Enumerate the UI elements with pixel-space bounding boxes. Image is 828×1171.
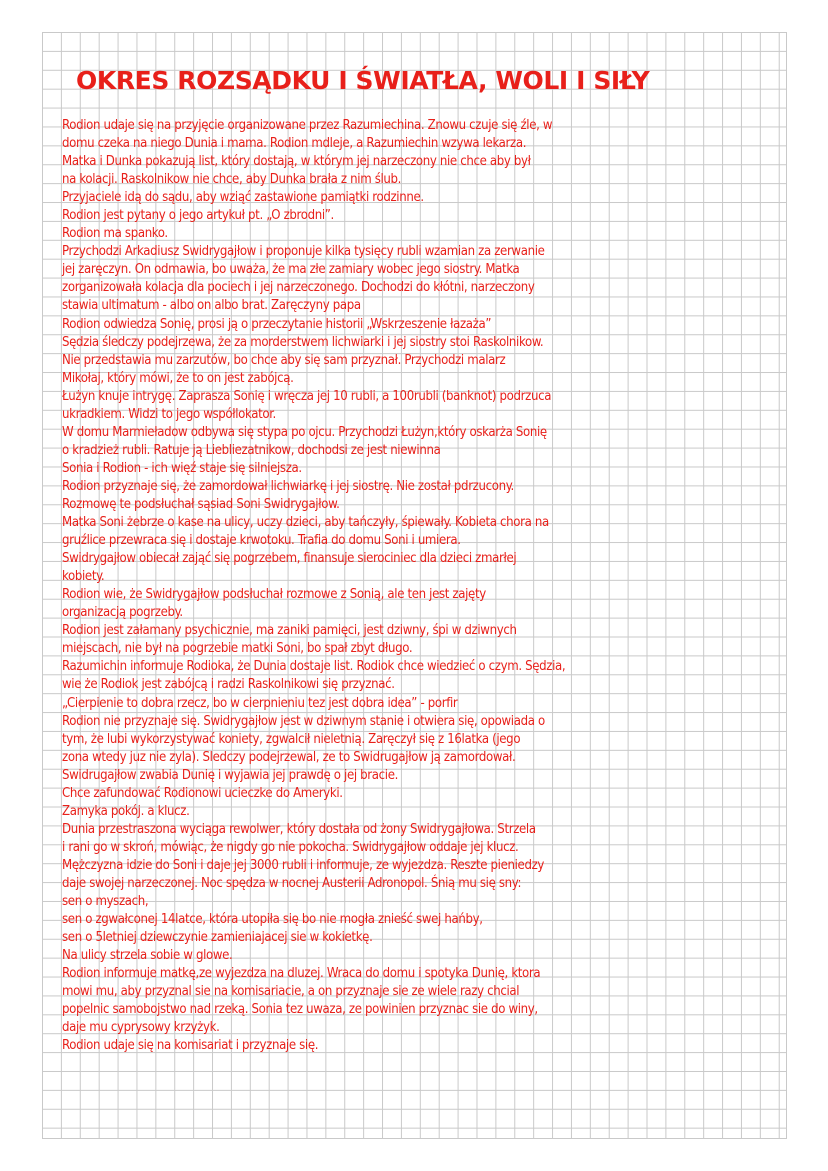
text-line: gruźlice przewraca się i dostaje krwotoku. Trafia do domu Soni i umiera. xyxy=(62,533,461,549)
text-line: Zamyka pokój. a klucz. xyxy=(62,803,190,819)
text-line: Mikołaj, który mówi, że to on jest zabójcą. xyxy=(62,370,294,386)
text-line: zorganizowała kolacja dla pociech i jej narzeczonego. Dochodzi do kłótni, narzeczony xyxy=(62,280,535,296)
text-line: wie że Rodiok jest zabójcą i radzi Raskolnikowi się przyznać. xyxy=(62,677,395,693)
text-line: Przyjaciele idą do sądu, aby wziąć zastawione pamiątki rodzinne. xyxy=(62,190,424,206)
text-line: Sędzia śledczy podejrzewa, że za morderstwem lichwiarki i jej siostry stoi Raskolnikow. xyxy=(62,334,544,350)
text-line: kobiety. xyxy=(62,569,105,585)
text-line: Rodion nie przyznaje się. Swidrygajłow jest w dziwnym stanie i otwiera się, opowiada o xyxy=(62,713,545,729)
text-line: daje swojej narzeczonej. Noc spędza w nocnej Austerii Adronopol. Śnią mu się sny: xyxy=(62,875,522,891)
text-line: Łużyn knuje intrygę. Zaprasza Sonię i wręcza jej 10 rubli, a 100rubli (banknot) podrzuca xyxy=(62,388,552,404)
text-line: zona wtedy juz nie zyla). Sledczy podejrzewal, ze to Swidrugajłow ją zamordował. xyxy=(62,749,516,765)
text-line: Rodion jest pytany o jego artykuł pt. „O zbrodni”. xyxy=(62,208,334,224)
text-line: Rodion ma spanko. xyxy=(62,226,168,242)
text-line: Chce zafundować Rodionowi ucieczke do Ameryki. xyxy=(62,785,343,801)
text-line: Przychodzi Arkadiusz Swidrygajłow i proponuje kilka tysięcy rubli wzamian za zerwanie xyxy=(62,244,545,260)
text-line: ukradkiem. Widzi to jego współlokator. xyxy=(62,406,276,422)
text-line: organizacją pogrzeby. xyxy=(62,605,183,621)
text-line: tym, że lubi wykorzystywać koniety, zgwalcił nieletnią. Zaręczył się z 16latka (jego xyxy=(62,731,521,747)
text-line: sen o 5letniej dziewczynie zamieniajacej sie w kokietkę. xyxy=(62,930,373,946)
text-line: Rodion jest załamany psychicznie, ma zaniki pamięci, jest dziwny, śpi w dziwnych xyxy=(62,623,517,639)
text-line: sen o zgwałconej 14latce, która utopiła się bo nie mogła znieść swej hańby, xyxy=(62,912,483,928)
text-line: Rodion informuje matkę,ze wyjezdza na dluzej. Wraca do domu i spotyka Dunię, ktora xyxy=(62,966,541,982)
text-line: jej zaręczyn. On odmawia, bo uważa, że ma złe zamiary wobec jego siostry. Matka xyxy=(62,262,520,278)
text-line: Sonia i Rodion - ich więź staje się silniejsza. xyxy=(62,460,302,476)
text-line: Razumichin informuje Rodioka, że Dunia dostaje list. Rodiok chce wiedzieć o czym. Sędzia, xyxy=(62,659,566,675)
note-body xyxy=(62,117,732,1055)
text-line: na kolacji. Raskolnikow nie chce, aby Dunka brała z nim ślub. xyxy=(62,172,402,188)
text-line: Na ulicy strzela sobie w glowe. xyxy=(62,948,233,964)
text-line: sen o myszach, xyxy=(62,894,149,910)
text-line: o kradzież rubli. Ratuje ją Liebliezatnikow, dochodsi ze jest niewinna xyxy=(62,442,441,458)
text-line: Rozmowę te podsłuchał sąsiad Soni Swidrygajłow. xyxy=(62,496,340,512)
text-line: „Cierpienie to dobra rzecz, bo w cierpnieniu tez jest dobra idea” - porfir xyxy=(62,695,458,711)
text-line: daje mu cyprysowy krzyżyk. xyxy=(62,1020,220,1036)
text-line: miejscach, nie był na pogrzebie matki Soni, bo spał zbyt długo. xyxy=(62,641,413,657)
text-line: Swidrugajłow zwabia Dunię i wyjawia jej prawdę o jej bracie. xyxy=(62,767,399,783)
text-line: domu czeka na niego Dunia i mama. Rodion mdleje, a Razumiechin wzywa lekarza. xyxy=(62,136,527,152)
page-title: OKRES ROZSĄDKU I ŚWIATŁA, WOLI I SIŁY xyxy=(76,66,650,95)
text-line: mowi mu, aby przyznal sie na komisariacie, a on przyznaje sie ze wiele razy chcial xyxy=(62,984,520,1000)
text-line: Swidrygajłow obiecał zająć się pogrzebem, finansuje sierociniec dla dzieci zmarłej xyxy=(62,551,517,567)
text-line: Rodion udaje się na przyjęcie organizowane przez Razumiechina. Znowu czuje się źle, w xyxy=(62,118,553,133)
text-line: Dunia przestraszona wyciąga rewolwer, który dostała od żony Swidrygajłowa. Strzela xyxy=(62,821,536,837)
text-line: stawia ultimatum - albo on albo brat. Zaręczyny papa xyxy=(62,298,361,314)
text-line: i rani go w skroń, mówiąc, że nigdy go nie pokocha. Swidrygajłow oddaje jej klucz. xyxy=(62,839,519,855)
text-line: Rodion przyznaje się, że zamordował lichwiarkę i jej siostrę. Nie został pdrzucony. xyxy=(62,478,514,494)
text-line: Matka i Dunka pokazują list, który dostają, w którym jej narzeczony nie chce aby był xyxy=(62,154,531,170)
text-line: Nie przedstawia mu zarzutów, bo chce aby się sam przyznał. Przychodzi malarz xyxy=(62,352,506,368)
text-line: Rodion wie, że Swidrygajłow podsłuchał rozmowe z Sonią, ale ten jest zajęty xyxy=(62,587,486,603)
text-line: Mężczyzna idzie do Soni i daje jej 3000 rubli i informuje, ze wyjezdza. Reszte pieniedzy xyxy=(62,857,545,873)
text-line: popelnic samobojstwo nad rzeką. Sonia tez uwaza, ze powinien przyznac sie do winy, xyxy=(62,1002,538,1018)
text-line: Matka Soni żebrze o kase na ulicy, uczy dzieci, aby tańczyły, śpiewały. Kobieta chora na xyxy=(62,515,549,531)
text-line: W domu Marmieładow odbywa się stypa po ojcu. Przychodzi Łużyn,który oskarża Sonię xyxy=(62,424,547,440)
text-line: Rodion udaje się na komisariat i przyznaje się. xyxy=(62,1038,319,1054)
text-line: Rodion odwiedza Sonię, prosi ją o przeczytanie historii „Wskrzeszenie łazaża” xyxy=(62,316,492,332)
